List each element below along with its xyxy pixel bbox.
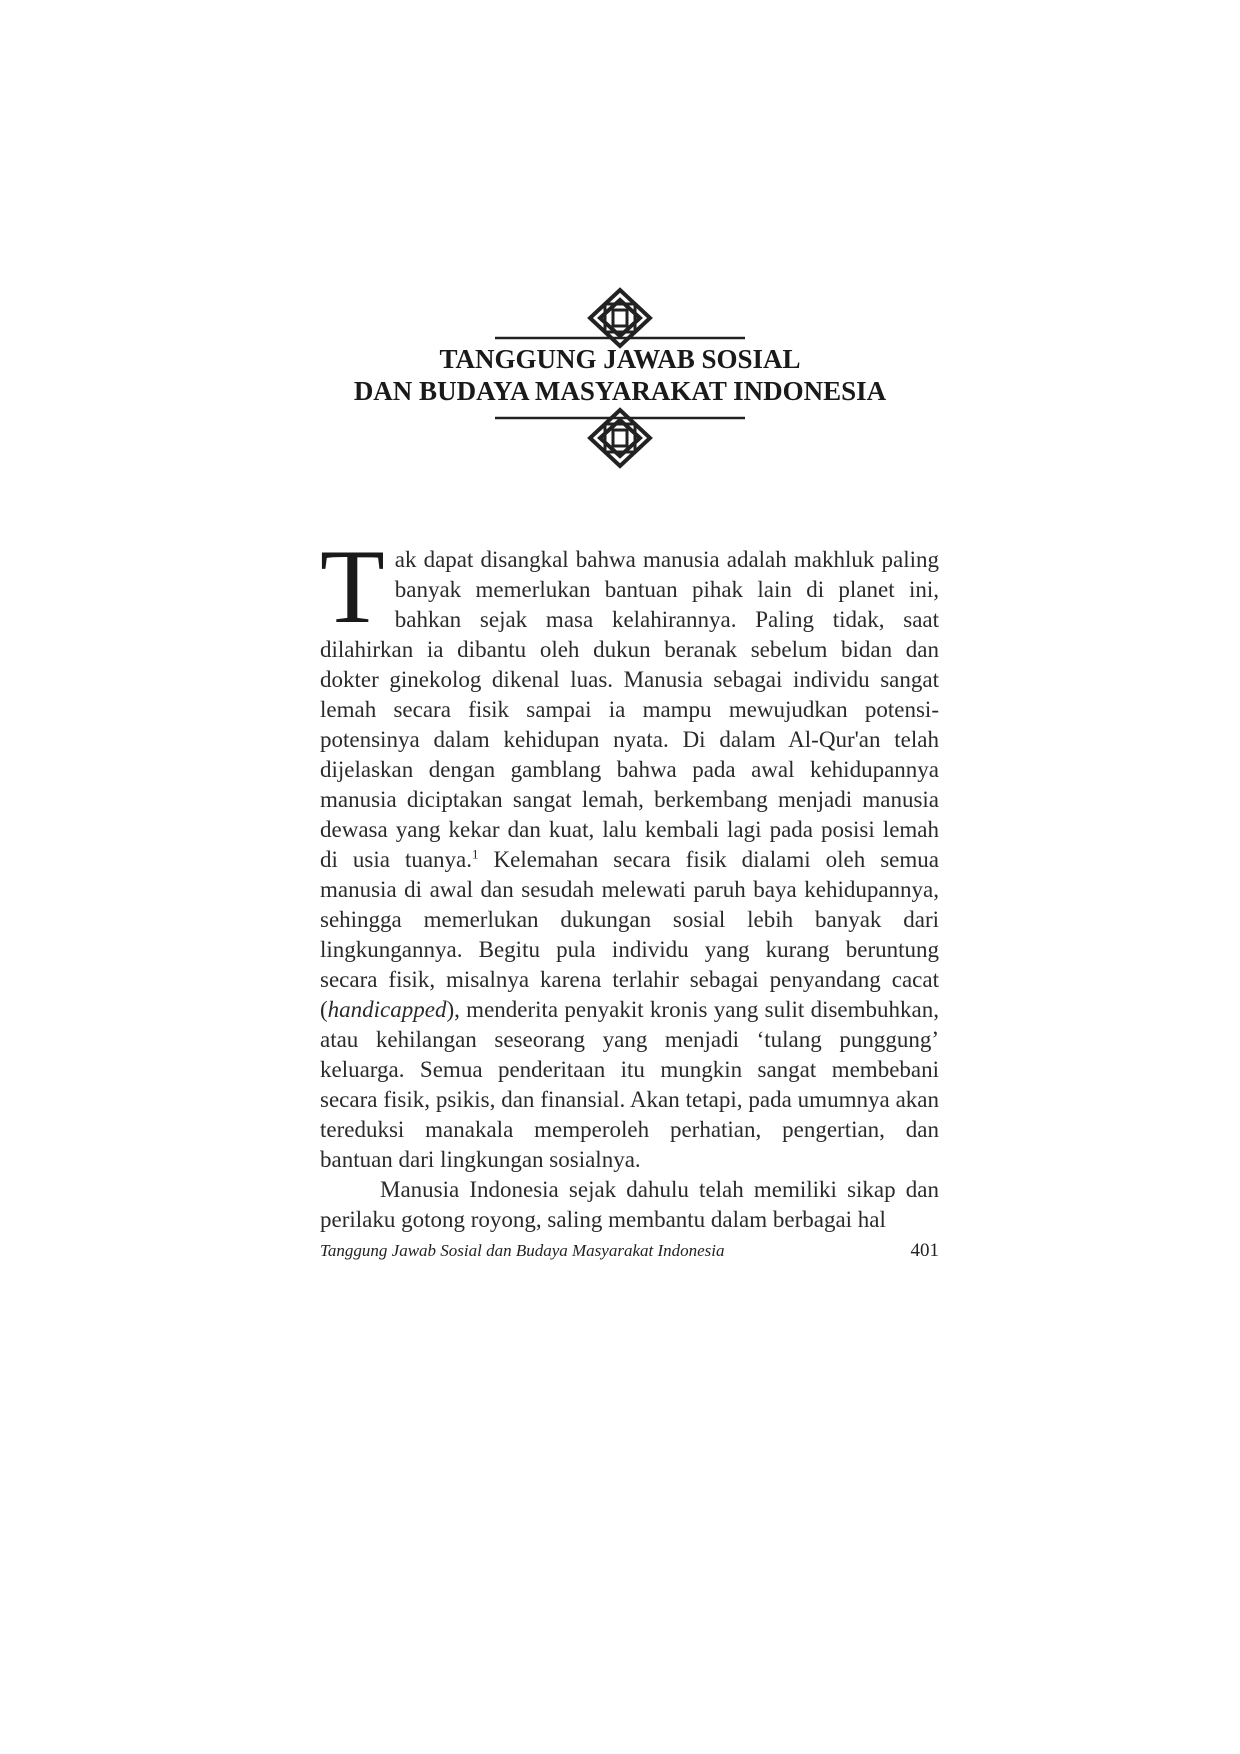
chapter-title-line-2: DAN BUDAYA MASYARAKAT INDONESIA <box>353 376 887 406</box>
bottom-ornament-icon <box>495 406 745 470</box>
drop-cap: T <box>320 528 385 645</box>
paragraph-1-text-middle: Kelemahan secara fisik dialami oleh semua manusia di awal dan sesudah melewati paruh baya kehidupannya, sehingga memerlukan dukungan sosial lebih banyak dari lingkungannya. Begitu pula individu yang kurang beruntung secara fisik, misalnya karena terlahir sebagai penyandang cacat ( <box>320 847 939 1022</box>
body-text <box>320 528 939 1235</box>
italic-term: handicapped <box>327 997 447 1022</box>
top-ornament-icon <box>495 286 745 350</box>
page-footer <box>320 1240 939 1262</box>
running-title: Tanggung Jawab Sosial dan Budaya Masyarakat Indonesia <box>320 1241 725 1260</box>
chapter-title-line-1: TANGGUNG JAWAB SOSIAL <box>439 344 801 374</box>
paragraph-1-text-end: ), menderita penyakit kronis yang sulit disembuhkan, atau kehilangan seseorang yang menjadi ‘tulang punggung’ keluarga. Semua penderitaan itu mungkin sangat membebani secara fisik, psikis, dan finansial. Akan tetapi, pada umumnya akan tereduksi manakala memperoleh perhatian, pengertian, dan bantuan dari lingkungan sosialnya. <box>320 997 939 1172</box>
chapter-title <box>300 343 940 407</box>
paragraph-1-text-start: ak dapat disangkal bahwa manusia adalah makhluk paling banyak memerlukan bantuan pihak lain di planet ini, bahkan sejak masa kelahirannya. Paling tidak, saat dilahirkan ia dibantu oleh dukun beranak sebelum bidan dan dokter ginekolog dikenal luas. Manusia sebagai individu sangat lemah secara fisik sampai ia mampu mewujudkan potensi-potensinya dalam kehidupan nyata. Di dalam Al-Qur'an telah dijelaskan dengan gamblang bahwa pada awal kehidupannya manusia diciptakan sangat lemah, berkembang menjadi manusia dewasa yang kekar dan kuat, lalu kembali lagi pada posisi lemah di usia tuanya. <box>320 547 939 872</box>
footnote-reference[interactable]: 1 <box>472 846 479 862</box>
page-number: 401 <box>910 1240 939 1261</box>
paragraph-2: Manusia Indonesia sejak dahulu telah memiliki sikap dan perilaku gotong royong, saling membantu dalam berbagai hal <box>320 1177 939 1232</box>
paragraph-1 <box>320 528 939 1175</box>
